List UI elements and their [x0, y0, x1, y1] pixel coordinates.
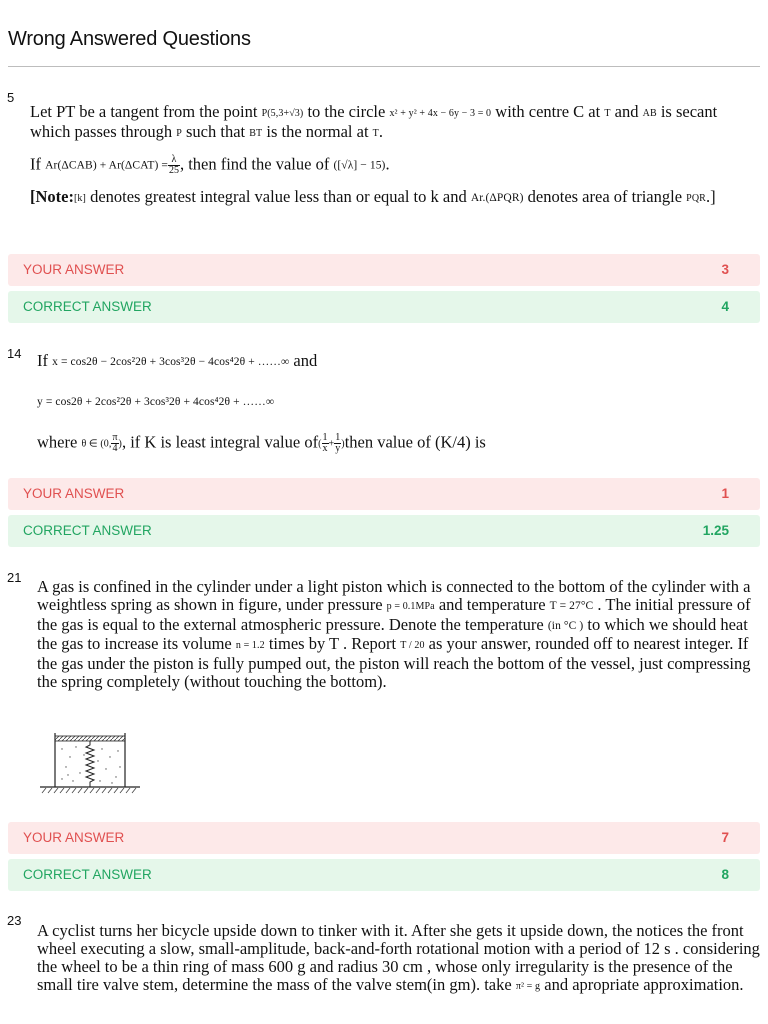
correct-answer-row — [8, 515, 760, 547]
correct-answer-label: CORRECT ANSWER — [23, 299, 152, 314]
your-answer-row — [8, 822, 760, 854]
spring — [86, 741, 94, 787]
question-number: 21 — [7, 570, 22, 585]
correct-answer-row — [8, 859, 760, 891]
your-answer-label: YOUR ANSWER — [23, 830, 125, 845]
your-answer-value: 1 — [721, 486, 729, 501]
question-text: If x = cos2θ − 2cos²2θ + 3cos³2θ − 4cos⁴2θ + ……∞ and y = cos2θ + 2cos²2θ + 3cos³2θ + 4cos⁴2θ + ……∞ where θ ∈ (0, $\frac{\pi}{4}$ ), if K is least integral value of( $\frac{1}{x}$ + $\frac{1}{y}$ )then value of (K/4) is — [37, 351, 486, 454]
your-answer-label: YOUR ANSWER — [23, 262, 125, 277]
correct-answer-label: CORRECT ANSWER — [23, 523, 152, 538]
your-answer-value: 3 — [721, 262, 729, 277]
cylinder-spring-figure — [40, 727, 140, 795]
correct-answer-label: CORRECT ANSWER — [23, 867, 152, 882]
page-title: Wrong Answered Questions — [8, 28, 251, 50]
piston — [55, 736, 125, 741]
correct-answer-value: 1.25 — [702, 523, 729, 538]
your-answer-value: 7 — [721, 830, 729, 845]
your-answer-row — [8, 478, 760, 510]
question-number: 14 — [7, 346, 22, 361]
fraction: $\frac{1}{x}$ — [322, 432, 328, 454]
correct-answer-row — [8, 291, 760, 323]
your-answer-row — [8, 254, 760, 286]
question-text: Let PT be a tangent from the point P(5,3+√3) to the circle x² + y² + 4x − 6y − 3 = 0 with centre C at T and AB is secant which passes through P such that BT is the normal at T. If Ar(ΔCAB) + Ar(ΔCAT) = $\frac{\lambda}{25}$ , then find the value of ([√λ] − 15). [Note:[k] denotes greatest integral value less than or equal to k and Ar.(ΔPQR) denotes area of triangle PQR.] — [30, 102, 718, 206]
title-divider — [8, 66, 760, 67]
correct-answer-value: 8 — [721, 867, 729, 882]
question-number: 5 — [7, 90, 15, 105]
question-text: A cyclist turns her bicycle upside down to tinker with it. After she gets it upside down, the notices the front wheel executing a slow, small-amplitude, back-and-forth rotational motion with a period of 12 s . considering the wheel to be a thin ring of mass 600 g and radius 30 cm , whose only irregularity is the presence of the small tire valve stem, determine the mass of the valve stem(in gm). take π² = g and apropriate approximation. — [37, 921, 760, 994]
gas-particles — [61, 746, 120, 783]
question-text: A gas is confined in the cylinder under a light piston which is connected to the bottom of the cylinder with a weightless spring as shown in figure, under pressure p = 0.1MPa and temperature T = 27°C . The initial pressure of the gas is equal to the external atmospheric pressure. Denote the temperature (in °C ) to which we should heat the gas to increase its volume n = 1.2 times by T . Report T / 20 as your answer, rounded off to nearest integer. If the gas under the piston is fully pumped out, the piston will reach the bottom of the vessel, just compressing the spring completely (without touching the bottom). — [37, 577, 751, 691]
your-answer-label: YOUR ANSWER — [23, 486, 125, 501]
question-number: 23 — [7, 913, 22, 928]
fraction: $\frac{\pi}{4}$ — [112, 432, 118, 454]
correct-answer-value: 4 — [721, 299, 729, 314]
fraction: $\frac{\lambda}{25}$ — [168, 154, 179, 176]
fraction: $\frac{1}{y}$ — [335, 432, 341, 454]
